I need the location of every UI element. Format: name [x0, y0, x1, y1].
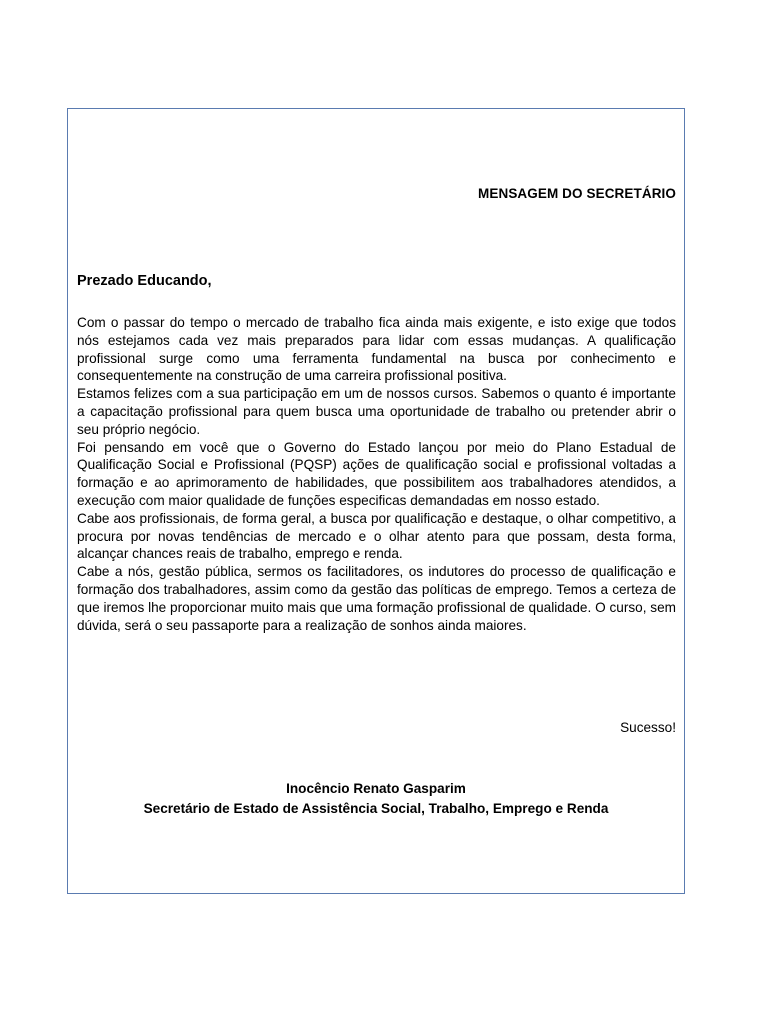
- paragraph: Com o passar do tempo o mercado de trabalho fica ainda mais exigente, e isto exige que todos nós estejamos cada vez mais preparados para lidar com essas mudanças. A qualificação profissional surge como uma ferramenta fundamental na busca por conhecimento e consequentemente na construção de uma carreira profissional positiva.: [77, 315, 676, 384]
- letter-body: [77, 314, 676, 634]
- salutation: Prezado Educando,: [77, 273, 212, 289]
- paragraph: Cabe a nós, gestão pública, sermos os facilitadores, os indutores do processo de qualificação e formação dos trabalhadores, assim como da gestão das políticas de emprego. Temos a certeza de que iremos lhe proporcionar muito mais que uma formação profissional de qualidade. O curso, sem dúvida, será o seu passaporte para a realização de sonhos ainda maiores.: [77, 564, 676, 633]
- letter-title: MENSAGEM DO SECRETÁRIO: [478, 186, 676, 201]
- paragraph: Estamos felizes com a sua participação em um de nossos cursos. Sabemos o quanto é importante a capacitação profissional para quem busca uma oportunidade de trabalho ou pretender abrir o seu próprio negócio.: [77, 386, 676, 437]
- paragraph: Foi pensando em você que o Governo do Estado lançou por meio do Plano Estadual de Qualificação Social e Profissional (PQSP) ações de qualificação social e profissional voltadas a formação e ao aprimoramento de habilidades, que possibilitem aos trabalhadores atendidos, a execução com maior qualidade de funções especificas demandadas em nosso estado.: [77, 439, 676, 508]
- signature-role: Secretário de Estado de Assistência Social, Trabalho, Emprego e Renda: [143, 801, 609, 816]
- signature-name: Inocêncio Renato Gasparim: [286, 781, 466, 796]
- closing-line: Sucesso!: [620, 720, 676, 735]
- paragraph: Cabe aos profissionais, de forma geral, a busca por qualificação e destaque, o olhar competitivo, a procura por novas tendências de mercado e o olhar atento para que possam, desta forma, alcançar chances reais de trabalho, emprego e renda.: [77, 510, 676, 562]
